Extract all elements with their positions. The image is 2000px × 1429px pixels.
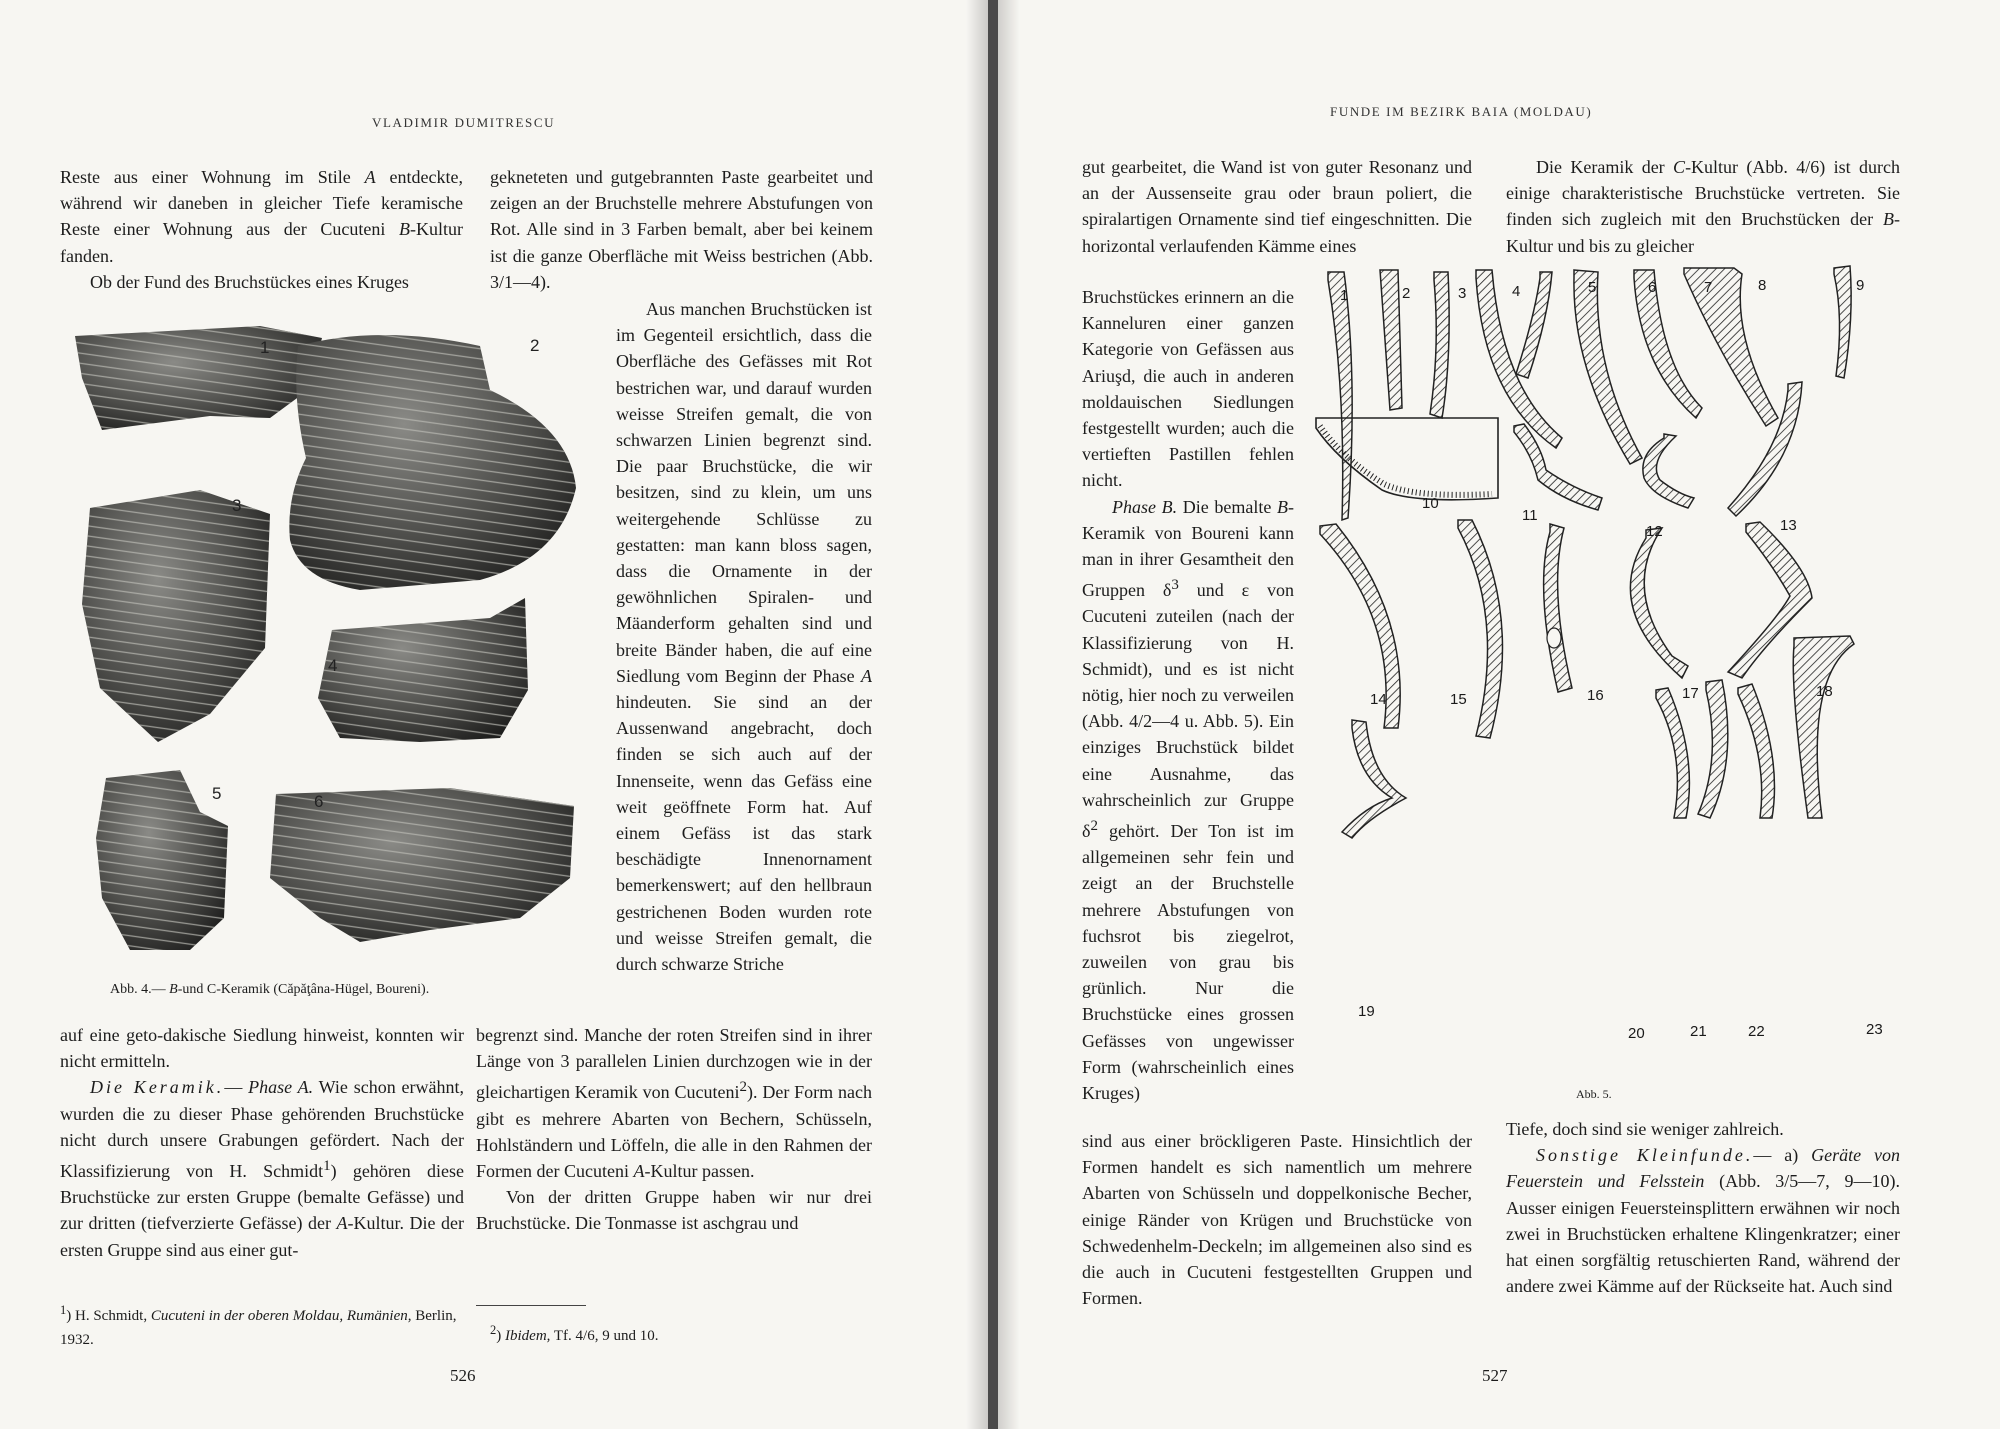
profile-19 bbox=[1342, 720, 1406, 838]
fig4-label-3: 3 bbox=[232, 496, 242, 515]
fig5-num-16: 16 bbox=[1587, 687, 1604, 704]
fig5-num-9: 9 bbox=[1856, 277, 1865, 294]
fig5-num-8: 8 bbox=[1758, 277, 1767, 294]
fig5-num-4: 4 bbox=[1512, 283, 1521, 300]
fig5-num-10: 10 bbox=[1422, 495, 1439, 512]
profile-12 bbox=[1643, 434, 1694, 508]
right-col2-bottom bbox=[1506, 1116, 1900, 1299]
fig5-num-5: 5 bbox=[1588, 279, 1597, 296]
fig5-profile-drawings bbox=[1302, 258, 1902, 1094]
fig5-num-2: 2 bbox=[1402, 285, 1411, 302]
fig5-num-15: 15 bbox=[1450, 691, 1467, 708]
fig4-label-6: 6 bbox=[314, 792, 324, 811]
left-col1-top bbox=[60, 164, 463, 295]
footnote-2: $^2$) Ibidem, Tf. 4/6, 9 und 10. bbox=[490, 1323, 659, 1344]
paragraph: Reste aus einer Wohnung im Stile A entdeckte, während wir daneben in gleicher Tiefe keramische Reste einer Wohnung aus der Cucuteni B-Kultur fanden. bbox=[60, 167, 463, 266]
fig5-num-20: 20 bbox=[1628, 1025, 1645, 1042]
left-col1-bottom bbox=[60, 1022, 464, 1263]
fig5-num-18: 18 bbox=[1816, 683, 1833, 700]
right-col1-top bbox=[1082, 154, 1472, 259]
page-number: 526 bbox=[450, 1366, 476, 1385]
profile-17 bbox=[1630, 528, 1688, 678]
paragraph: Phase B. Die bemalte B-Keramik von Boureni kann man in ihrer Gesamtheit den Gruppen $\delta^3$ und ε von Cucuteni zuteilen (nach der Klassifizierung von H. Schmidt), und es ist nicht nötig, hier noch zu verweilen (Abb. 4/2—4 u. Abb. 5). Ein einziges Bruchstück bildet eine Ausnahme, das wahrscheinlich zur Gruppe $\delta^2$ gehört. Der Ton ist im allgemeinen sehr fein und zeigt an der Bruchstelle mehrere Abstufungen von fuchsrot bis ziegelrot, zuweilen von grau bis grünlich. Nur die Bruchstücke eines grossen Gefässes von ungewisser Form (wahrscheinlich eines Kruges) bbox=[1082, 496, 1295, 1104]
paragraph: Aus manchen Bruchstücken ist im Gegenteil ersichtlich, dass die Oberfläche des Gefässes mit Rot bestrichen war, und darauf wurden weisse Streifen gemalt, die von schwarzen Linien begrenzt sind. Die paar Bruchstücke, die wir besitzen, sind zu klein, um uns weitergehende Schlüsse zu gestatten: man kann bloss sagen, dass die Ornamente in der gewöhnlichen Spiralen- und Mäanderform gehalten sind und breite Bänder haben, die auf eine Siedlung vom Beginn der Phase A hindeuten. Sie sind an der Aussenwand angebracht, doch finden se sich auch auf der Innenseite, wenn das Gefäss eine weit geöffnete Form hat. Auf einem Gefäss ist das stark beschädigte Innenornament bemerkenswert; auf den hellbraun gestrichenen Boden wurden rote und weisse Streifen gemalt, die durch schwarze Striche bbox=[616, 299, 872, 975]
gutter-shadow bbox=[966, 0, 988, 1429]
footnote-1: $^1$) H. Schmidt, Cucuteni in der oberen Moldau, Rumänien, Berlin, 1932. bbox=[60, 1303, 457, 1348]
fig5-num-12: 12 bbox=[1646, 523, 1663, 540]
profile-1 bbox=[1328, 272, 1352, 520]
profile-16 bbox=[1544, 524, 1572, 692]
fig5-num-1: 1 bbox=[1340, 287, 1349, 304]
profile-9 bbox=[1834, 266, 1851, 378]
figure-caption-abb4: Abb. 4.— B-und C-Keramik (Căpăţâna-Hügel, Boureni). bbox=[110, 982, 430, 997]
fig5-num-3: 3 bbox=[1458, 285, 1467, 302]
fig5-num-7: 7 bbox=[1704, 279, 1713, 296]
running-header: VLADIMIR DUMITRESCU bbox=[372, 115, 556, 130]
footnote-rule bbox=[476, 1305, 586, 1306]
left-col2-bottom bbox=[476, 1022, 872, 1237]
fig4-label-5: 5 bbox=[212, 784, 222, 803]
fig5-num-17: 17 bbox=[1682, 685, 1699, 702]
right-col1-bottom bbox=[1082, 1128, 1472, 1311]
profile-20 bbox=[1656, 688, 1689, 818]
fig5-num-13: 13 bbox=[1780, 517, 1797, 534]
profile-22 bbox=[1738, 684, 1775, 818]
profile-21 bbox=[1698, 680, 1728, 818]
figure-caption-abb5: Abb. 5. bbox=[1576, 1087, 1612, 1101]
left-col2-narrow bbox=[616, 296, 872, 977]
profile-5 bbox=[1516, 272, 1552, 378]
fig5-num-6: 6 bbox=[1648, 279, 1657, 296]
paragraph: begrenzt sind. Manche der roten Streifen sind in ihrer Länge von 3 parallelen Linien durchzogen wie in der gleichartigen Keramik von Cucuteni$^2$). Der Form nach gibt es mehrere Abarten von Bechern, Schüsseln, Hohlständern und Löffeln, die alle in den Rahmen der Formen der Cucuteni A-Kultur passen. bbox=[476, 1025, 872, 1182]
left-page bbox=[0, 0, 988, 1429]
paragraph: gekneteten und gutgebrannten Paste gearbeitet und zeigen an der Bruchstelle mehrere Abstufungen von Rot. Alle sind in 3 Farben bemalt, aber bei keinem ist die ganze Oberfläche mit Weiss bestrichen (Abb. 3/1—4). bbox=[490, 167, 873, 292]
paragraph: Sonstige Kleinfunde.— a) Geräte von Feuerstein und Felsstein (Abb. 3/5—7, 9—10). Ausser einigen Feuersteinsplittern erwähnen wir noch zwei in Bruchstücken erhaltene Klingenkratzer; einer hat einen sorgfältig retuschierten Rand, während der andere zwei Kämme auf der Rückseite hat. Auch sind bbox=[1506, 1145, 1900, 1297]
profile-2 bbox=[1380, 270, 1402, 410]
fig4-label-4: 4 bbox=[328, 656, 338, 675]
paragraph: Ob der Fund des Bruchstückes eines Kruges bbox=[90, 271, 409, 292]
right-page bbox=[998, 0, 2000, 1429]
fig4-photo-plate bbox=[60, 318, 590, 958]
fig5-num-21: 21 bbox=[1690, 1023, 1707, 1040]
profile-6 bbox=[1574, 270, 1642, 464]
fig5-num-22: 22 bbox=[1748, 1023, 1765, 1040]
fig5-num-14: 14 bbox=[1370, 691, 1387, 708]
paragraph: Von der dritten Gruppe haben wir nur drei Bruchstücke. Die Tonmasse ist aschgrau und bbox=[476, 1187, 872, 1234]
left-col2-top bbox=[490, 164, 873, 295]
right-col2-top bbox=[1506, 154, 1900, 259]
fig5-num-23: 23 bbox=[1866, 1021, 1883, 1038]
profile-23 bbox=[1793, 636, 1854, 818]
fig5-num-19: 19 bbox=[1358, 1003, 1375, 1020]
page-number: 527 bbox=[1482, 1366, 1508, 1385]
paragraph: Die Keramik.— Phase A. Wie schon erwähnt, wurden die zu dieser Phase gehörenden Bruchstücke nicht durch unsere Grabungen gefördert. Nach der Klassifizierung von H. Schmidt$^1$) gehören diese Bruchstücke zur ersten Gruppe (bemalte Gefässe) und zur dritten (tiefverzierte Gefässe) der A-Kultur. Die der ersten Gruppe sind aus einer gut- bbox=[60, 1077, 464, 1260]
gutter-shadow bbox=[998, 0, 1020, 1429]
profile-14 bbox=[1320, 524, 1400, 728]
fig4-label-1: 1 bbox=[260, 338, 270, 357]
fig5-num-11: 11 bbox=[1522, 507, 1538, 524]
paragraph: Tiefe, doch sind sie weniger zahlreich. bbox=[1506, 1119, 1784, 1139]
paragraph: sind aus einer bröckligeren Paste. Hinsichtlich der Formen handelt es sich namentlich um mehrere Abarten von Schüsseln und doppelkonische Becher, einige Ränder von Krügen und Bruchstücke von Schwedenhelm-Deckeln; im allgemeinen also sind es die auch in Cucuteni festgestellten Gruppen und Formen. bbox=[1082, 1131, 1472, 1309]
paragraph: auf eine geto-dakische Siedlung hinweist, konnten wir nicht ermitteln. bbox=[60, 1025, 464, 1072]
running-header: FUNDE IM BEZIRK BAIA (MOLDAU) bbox=[1330, 104, 1593, 119]
paragraph: gut gearbeitet, die Wand ist von guter Resonanz und an der Aussenseite grau oder braun poliert, die spiralartigen Ornamente sind tief eingeschnitten. Die horizontal verlaufenden Kämme eines bbox=[1082, 157, 1472, 256]
profile-3 bbox=[1430, 272, 1449, 418]
fig4-label-2: 2 bbox=[530, 336, 540, 355]
right-col1-narrow bbox=[1082, 284, 1294, 1106]
paragraph: Bruchstückes erinnern an die Kanneluren einer ganzen Kategorie von Gefässen aus Ariuşd, die auch in anderen moldauischen Siedlungen festgestellt wurden; auch die vertieften Pastillen fehlen nicht. bbox=[1082, 287, 1294, 491]
paragraph: Die Keramik der C-Kultur (Abb. 4/6) ist durch einige charakteristische Bruchstücke vertreten. Sie finden sich zugleich mit den Bruchstücken der B-Kultur und bis zu gleicher bbox=[1506, 157, 1900, 256]
figure-abb5 bbox=[1302, 258, 1902, 1094]
figure-abb4 bbox=[60, 318, 590, 958]
